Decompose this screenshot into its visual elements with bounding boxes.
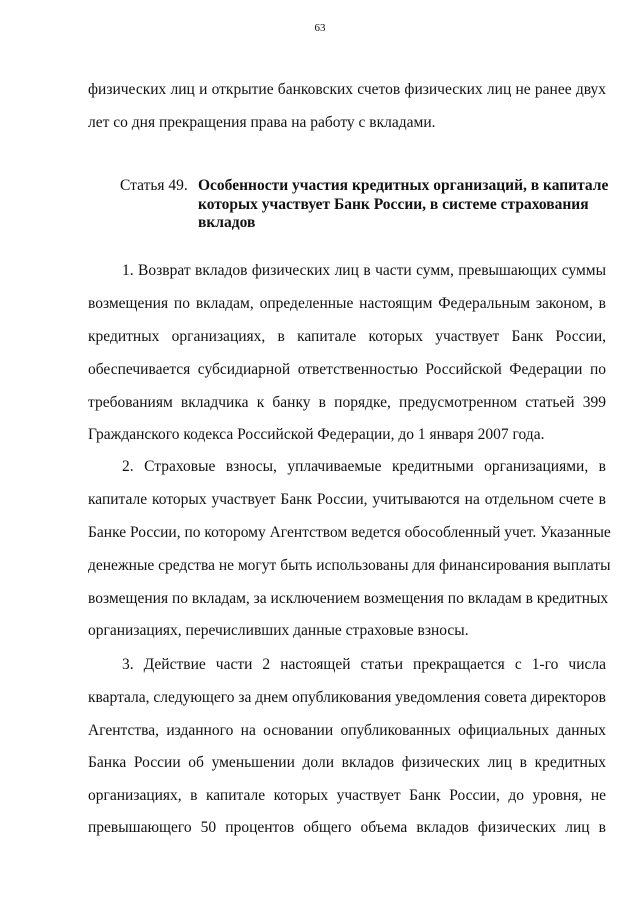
paragraph-3-line: организациях, в капитале которых участвует Банк России, до уровня, не (88, 787, 606, 804)
paragraph-3-line: 3. Действие части 2 настоящей статьи прекращается с 1-го числа (122, 656, 606, 673)
paragraph-2-line: возмещения по вкладам, за исключением возмещения по вкладам в кредитных (88, 590, 609, 607)
paragraph-3-line: превышающего 50 процентов общего объема вкладов физических лиц в (88, 819, 606, 836)
paragraph-2-line: 2. Страховые взносы, уплачиваемые кредитными организациями, в (122, 458, 606, 475)
article-title-line: вкладов (198, 214, 256, 231)
paragraph-1-line: Гражданского кодекса Российской Федерации, до 1 января 2007 года. (88, 426, 545, 443)
paragraph-1-line: 1. Возврат вкладов физических лиц в части сумм, превышающих суммы (122, 262, 606, 279)
article-number: Статья 49. (120, 177, 188, 194)
paragraph-2-line: денежные средства не могут быть использованы для финансирования выплаты (88, 557, 611, 574)
paragraph-1-line: требованиям вкладчика к банку в порядке, предусмотренном статьей 399 (88, 394, 606, 411)
paragraph-3-line: Агентства, изданного на основании опубликованных официальных данных (88, 722, 606, 739)
page-number: 63 (314, 22, 326, 34)
paragraph-3-line: Банка России об уменьшении доли вкладов физических лиц в кредитных (88, 754, 606, 771)
paragraph-3-line: квартала, следующего за днем опубликования уведомления совета директоров (88, 689, 606, 706)
paragraph-2-line: Банке России, по которому Агентством ведется обособленный учет. Указанные (88, 524, 611, 541)
paragraph-2-line: капитале которых участвует Банк России, учитываются на отдельном счете в (88, 491, 606, 508)
intro-line: физических лиц и открытие банковских счетов физических лиц не ранее двух (88, 81, 606, 98)
article-title-line: которых участвует Банк России, в системе страхования (198, 196, 589, 213)
article-title-line: Особенности участия кредитных организаций, в капитале (198, 177, 609, 194)
intro-line: лет со дня прекращения права на работу с вкладами. (88, 114, 436, 131)
paragraph-1-line: возмещения по вкладам, определенные настоящим Федеральным законом, в (88, 295, 606, 312)
paragraph-1-line: обеспечивается субсидиарной ответственностью Российской Федерации по (88, 361, 606, 378)
paragraph-2-line: организациях, перечисливших данные страховые взносы. (88, 622, 469, 639)
paragraph-1-line: кредитных организациях, в капитале которых участвует Банк России, (88, 328, 606, 345)
